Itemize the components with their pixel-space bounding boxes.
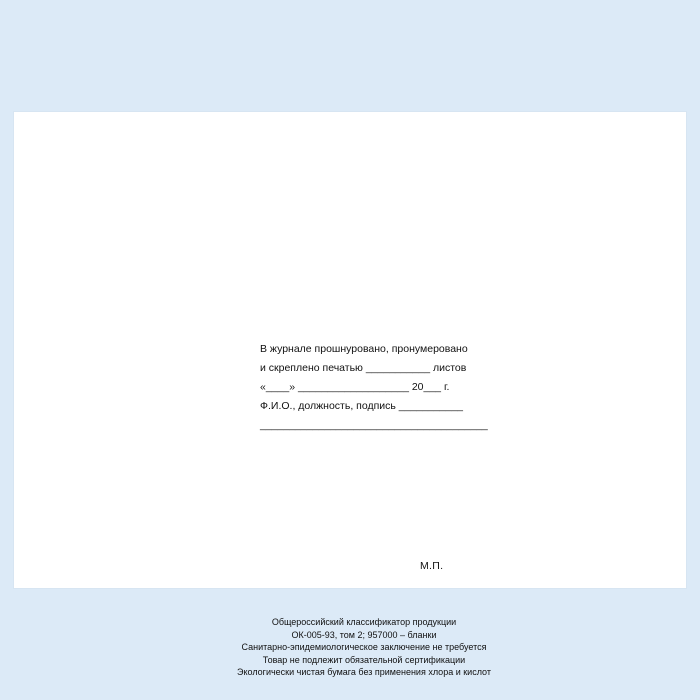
certification-line-1: В журнале прошнуровано, пронумеровано — [260, 343, 468, 355]
certification-line-5: _______________________________________ — [260, 419, 488, 431]
certification-line-4: Ф.И.О., должность, подпись ___________ — [260, 400, 464, 412]
certification-block — [260, 340, 560, 435]
footer-line-3: Санитарно-эпидемиологическое заключение не требуется — [241, 642, 487, 653]
certification-line-3: «____» ___________________ 20___ г. — [260, 381, 450, 393]
footer-line-2: ОК-005-93, том 2; 957000 – бланки — [291, 629, 437, 640]
footer-line-4: Товар не подлежит обязательной сертификации — [262, 654, 466, 665]
stamp-place-label: М.П. — [420, 560, 444, 572]
certification-line-2: и скреплено печатью ___________ листов — [260, 362, 467, 374]
document-page — [14, 112, 686, 678]
footer-block — [14, 616, 700, 679]
footer-line-5: Экологически чистая бумага без применения хлора и кислот — [237, 667, 491, 678]
footer-line-1: Общероссийский классификатор продукции — [271, 617, 457, 627]
